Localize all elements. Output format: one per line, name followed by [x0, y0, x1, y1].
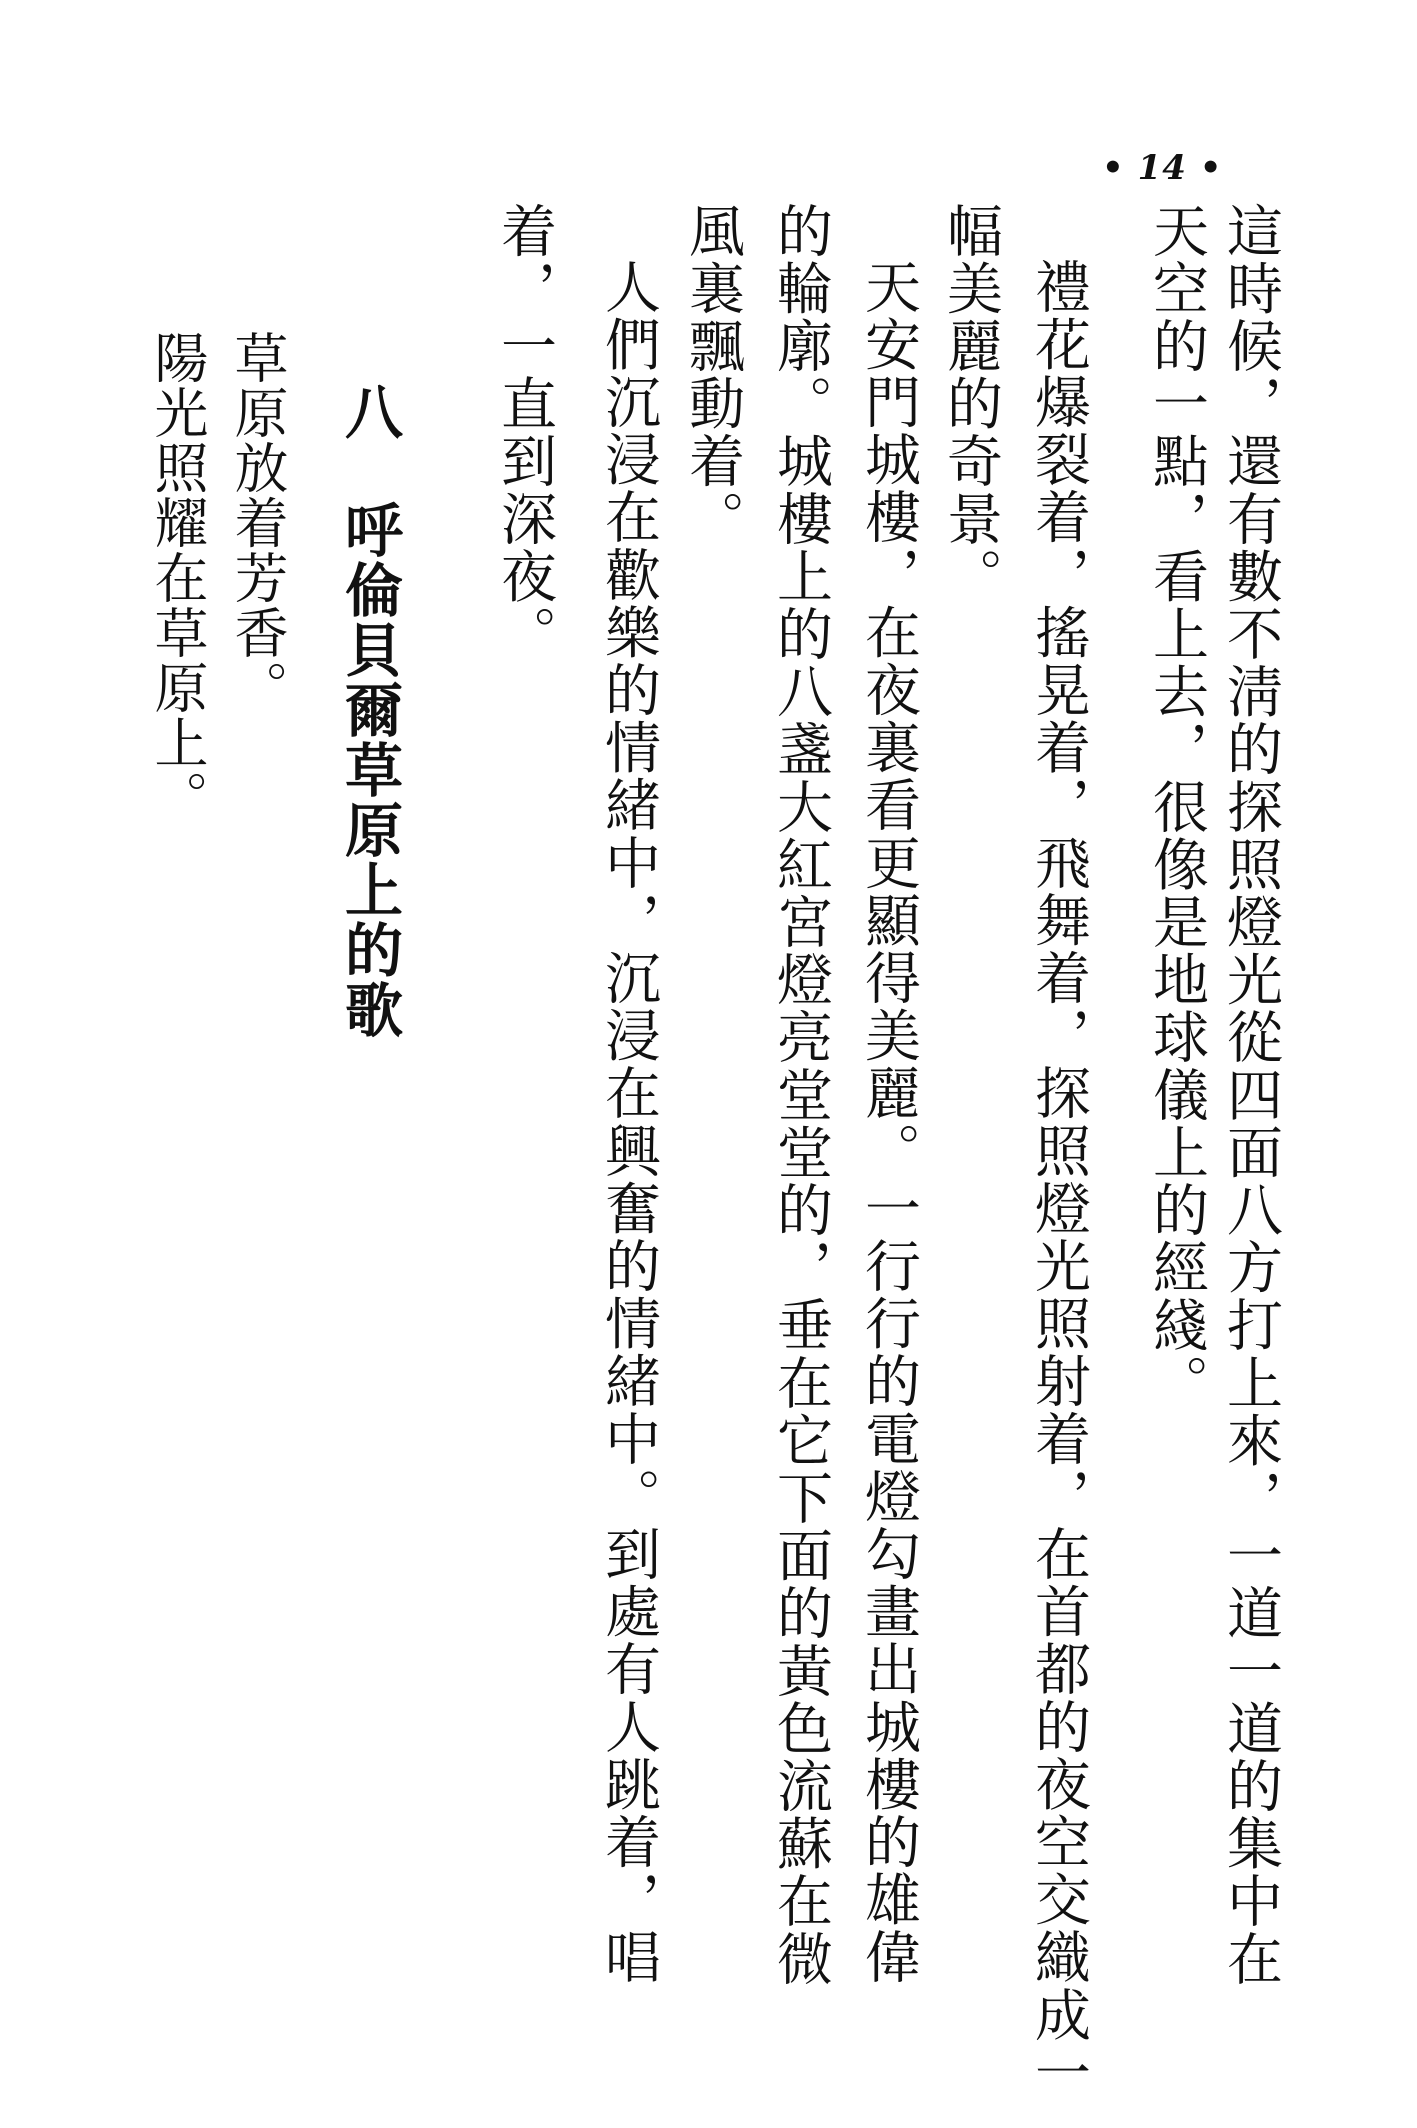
section-number: 八	[335, 382, 403, 442]
body-column-7: 風裏飄動着。	[680, 202, 745, 548]
page-number: • 14 •	[1102, 148, 1223, 188]
body-column-9: 着，一直到深夜。	[492, 202, 557, 663]
poem-line-1: 草原放着芳香。	[226, 330, 289, 715]
body-column-2: 天空的一點，看上去，很像是地球儀上的經綫。	[1144, 202, 1209, 1412]
body-column-1: 這時候，還有數不淸的探照燈光從四面八方打上來，一道一道的集中在	[1218, 202, 1283, 1988]
body-column-4: 幅美麗的奇景。	[938, 202, 1003, 606]
body-column-6: 的輪廓。城樓上的八盞大紅宮燈亮堂堂的，垂在它下面的黃色流蘇在微	[768, 202, 833, 1988]
body-column-8: 人們沉浸在歡樂的情緒中，沉浸在興奮的情緒中。到處有人跳着，唱	[596, 258, 661, 1986]
section-title: 呼倫貝爾草原上的歌	[335, 500, 403, 1040]
body-column-3: 禮花爆裂着，搖晃着，飛舞着，探照燈光照射着，在首都的夜空交織成一	[1026, 258, 1091, 2102]
poem-line-2: 陽光照耀在草原上。	[146, 330, 209, 825]
section-heading	[335, 382, 403, 1040]
body-column-5: 天安門城樓，在夜裏看更顯得美麗。一行行的電燈勾畫出城樓的雄偉	[856, 258, 921, 1986]
